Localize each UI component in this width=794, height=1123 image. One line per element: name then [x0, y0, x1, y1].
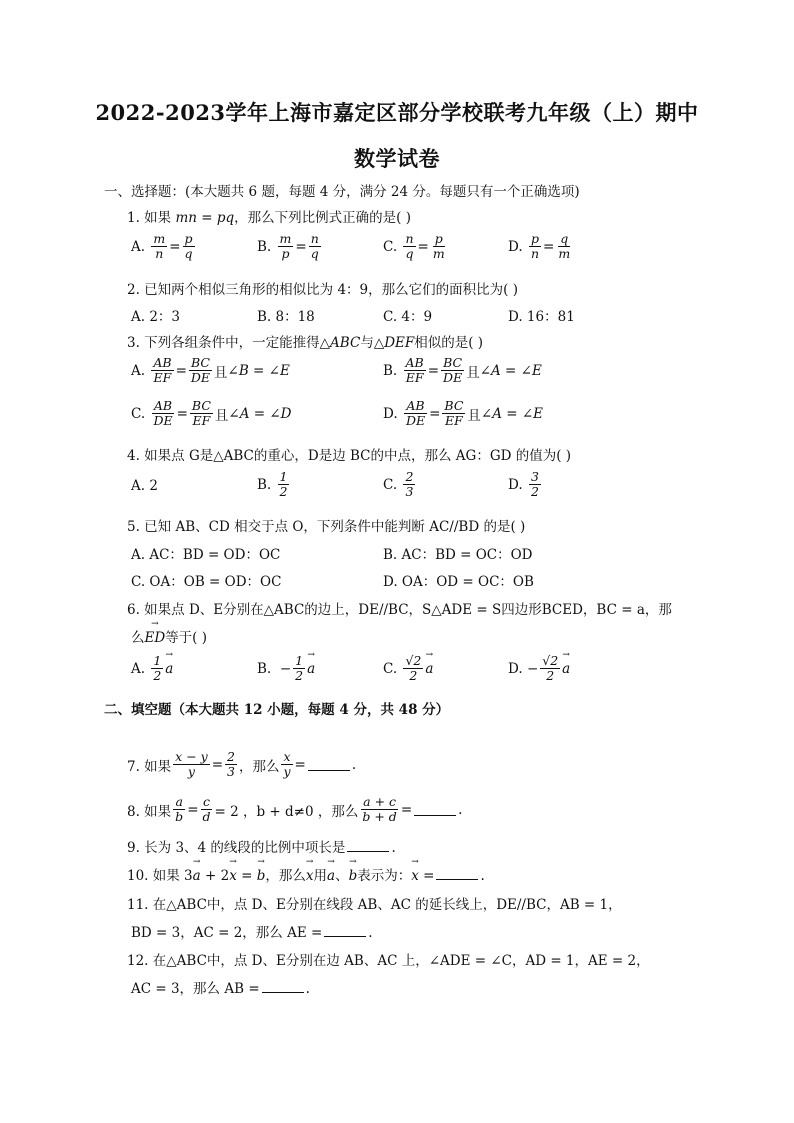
q6-option-b[interactable]: B. − $\frac{1}{2}$ → a: [257, 654, 315, 684]
q11-answer-blank[interactable]: [324, 924, 366, 937]
q1-option-d[interactable]: D. p n = q m: [508, 231, 571, 262]
q4-option-b[interactable]: B. 1 2: [257, 469, 288, 500]
q2-option-c[interactable]: C. 4：9: [383, 309, 433, 325]
q8-answer-blank[interactable]: [414, 803, 456, 816]
q4-option-a[interactable]: A. 2: [131, 478, 158, 494]
q10-answer-blank[interactable]: [436, 867, 478, 880]
question-11-line1: 11. 在△ABC中，点 D、E分别在线段 AB、AC 的延长线上，DE//BC，AB = 1，: [127, 897, 622, 913]
q3-option-d[interactable]: D. AB DE = BC EF 且 ∠A = ∠E: [383, 398, 544, 429]
q2-option-d[interactable]: D. 16：81: [508, 309, 575, 325]
q1-stem-b: ，那么下列比例式正确的是( ): [234, 210, 411, 226]
question-6-stem-line2: 么→ ED等于( ): [131, 626, 207, 646]
q5-option-a[interactable]: A. AC：BD = OD：OC: [131, 547, 281, 563]
exam-title-line2: 数学试卷: [354, 146, 440, 171]
question-7: 7. 如果 $\frac{x - y}{y}$ = $\frac{2}{3}$ ，那么 $\frac{x}{y}$ = .: [127, 749, 357, 780]
question-12-line1: 12. 在△ABC中，点 D、E分别在边 AB、AC 上，∠ADE = ∠C，AD = 1，AE = 2，: [127, 953, 650, 969]
q3-option-c[interactable]: C. AB DE = BC EF 且 ∠A = ∠D: [131, 398, 292, 429]
q5-option-b[interactable]: B. AC：BD = OC：OD: [383, 547, 533, 563]
q2-option-b[interactable]: B. 8：18: [257, 309, 315, 325]
question-3-stem: 3. 下列各组条件中，一定能推得△ABC与△DEF相似的是( ): [127, 335, 484, 351]
q1-stem-math: mn = pq: [175, 210, 235, 226]
q5-option-c[interactable]: C. OA：OB = OD：OC: [131, 574, 282, 590]
q4-option-d[interactable]: D. 3 2: [508, 469, 539, 500]
question-9: 9. 长为 3、4 的线段的比例中项长是 .: [127, 840, 396, 856]
q7-answer-blank[interactable]: [308, 758, 350, 771]
q12-answer-blank[interactable]: [262, 980, 304, 993]
q9-answer-blank[interactable]: [347, 839, 389, 852]
question-5-stem: 5. 已知 AB、CD 相交于点 O，下列条件中能判断 AC//BD 的是( ): [127, 519, 526, 535]
q1-option-b[interactable]: B. m p = n q: [257, 231, 319, 262]
question-2-stem: 2. 已知两个相似三角形的相似比为 4：9，那么它们的面积比为( ): [127, 282, 518, 298]
section-fill-title: 二、填空题（本大题共 12 小题，每题 4 分，共 48 分）: [104, 702, 450, 718]
q4-option-c[interactable]: C. 2 3: [383, 469, 414, 500]
q6-option-a[interactable]: A. 1 2 → a: [131, 654, 173, 684]
q1-option-a[interactable]: A. m n = p q: [131, 231, 193, 262]
q1-option-c[interactable]: C. n q = p m: [383, 231, 445, 262]
q3-option-a[interactable]: A. AB EF = BC DE 且 ∠B = ∠E: [131, 355, 290, 386]
question-6-stem-line1: 6. 如果点 D、E分别在△ABC的边上，DE//BC，S△ADE = S四边形BCED，BC = a，那: [127, 602, 672, 618]
question-8: 8. 如果 a b = $\frac{c}{d}$ = 2 ，b + d≠0 ，那么 $\frac{a + c}{b + d}$ = .: [127, 794, 463, 825]
q5-option-d[interactable]: D. OA：OD = OC：OB: [383, 574, 534, 590]
question-1-stem: [127, 206, 411, 226]
question-11-line2: BD = 3，AC = 2，那么 AE = .: [131, 925, 373, 941]
q6-option-c[interactable]: C. √2 2 → a: [383, 654, 433, 684]
section-choice-title: 一、选择题：(本大题共 6 题，每题 4 分，满分 24 分。每题只有一个正确选项): [104, 184, 580, 200]
q3-option-b[interactable]: B. AB EF = BC DE 且 ∠A = ∠E: [383, 355, 542, 386]
q2-option-a[interactable]: A. 2：3: [131, 309, 181, 325]
q1-stem-a: 1. 如果: [127, 210, 176, 226]
q6-option-d[interactable]: D. − $\frac{√2}{2}$ → a: [508, 654, 570, 684]
question-10: 10. 如果 3→ a + 2→ x = → b，那么→ x用→ a、→ b表示为：→ x = .: [127, 864, 485, 884]
question-4-stem: 4. 如果点 G是△ABC的重心，D是边 BC的中点，那么 AG：GD 的值为( ): [127, 448, 572, 464]
exam-title-line1: 2022-2023学年上海市嘉定区部分学校联考九年级（上）期中: [95, 100, 699, 125]
question-12-line2: AC = 3，那么 AB = .: [131, 981, 310, 997]
